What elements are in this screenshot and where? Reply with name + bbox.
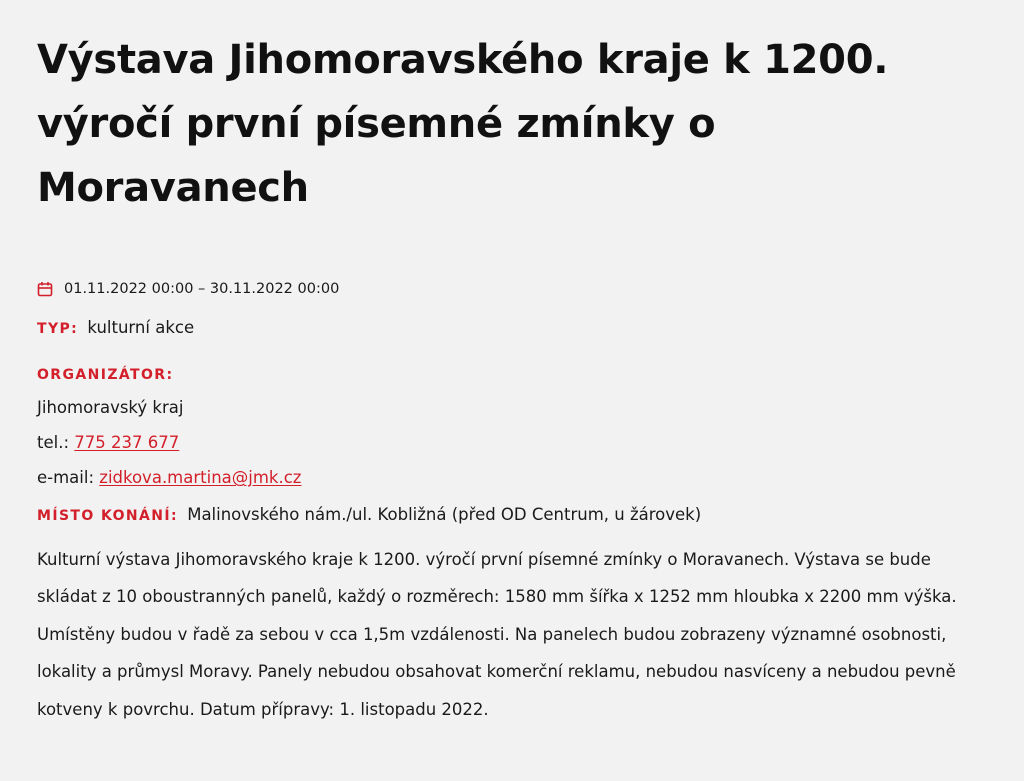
event-place-label: MÍSTO KONÁNÍ: — [37, 508, 178, 524]
event-place-row — [37, 504, 987, 527]
email-prefix: e-mail: — [37, 468, 95, 487]
phone-prefix: tel.: — [37, 433, 70, 452]
event-type-value: kulturní akce — [87, 318, 195, 337]
page-title: Výstava Jihomoravského kraje k 1200. výročí první písemné zmínky o Moravanech — [37, 37, 889, 211]
event-description: Kulturní výstava Jihomoravského kraje k 1200. výročí první písemné zmínky o Moravanech. Výstava se bude skládat z 10 oboustranných panelů, každý o rozměrech: 1580 mm šířka x 1252 mm hloubka x 2200 mm výška. Umístěny budou v řadě za sebou v cca 1,5m vzdálenosti. Na panelech budou zobrazeny významné osobnosti, lokality a průmysl Moravy. Panely nebudou obsahovat komerční reklamu, nebudou nasvíceny a nebudou pevně kotveny k povrchu. Datum přípravy: 1. listopadu 2022. — [37, 550, 957, 719]
organizer-heading-row — [37, 364, 987, 384]
calendar-icon — [37, 281, 53, 297]
phone-link[interactable]: 775 237 677 — [74, 433, 180, 452]
organizer-phone-row — [37, 432, 987, 454]
event-date-row — [37, 278, 987, 300]
organizer-label: ORGANIZÁTOR: — [37, 367, 174, 383]
organizer-name: Jihomoravský kraj — [37, 398, 184, 417]
organizer-email-row — [37, 467, 987, 489]
event-place-value: Malinovského nám./ul. Kobližná (před OD Centrum, u žárovek) — [187, 505, 702, 524]
event-date-range: 01.11.2022 00:00 – 30.11.2022 00:00 — [64, 281, 340, 297]
event-type-label: TYP: — [37, 321, 79, 337]
email-link[interactable]: zidkova.martina@jmk.cz — [99, 468, 302, 487]
event-type-row — [37, 317, 987, 340]
